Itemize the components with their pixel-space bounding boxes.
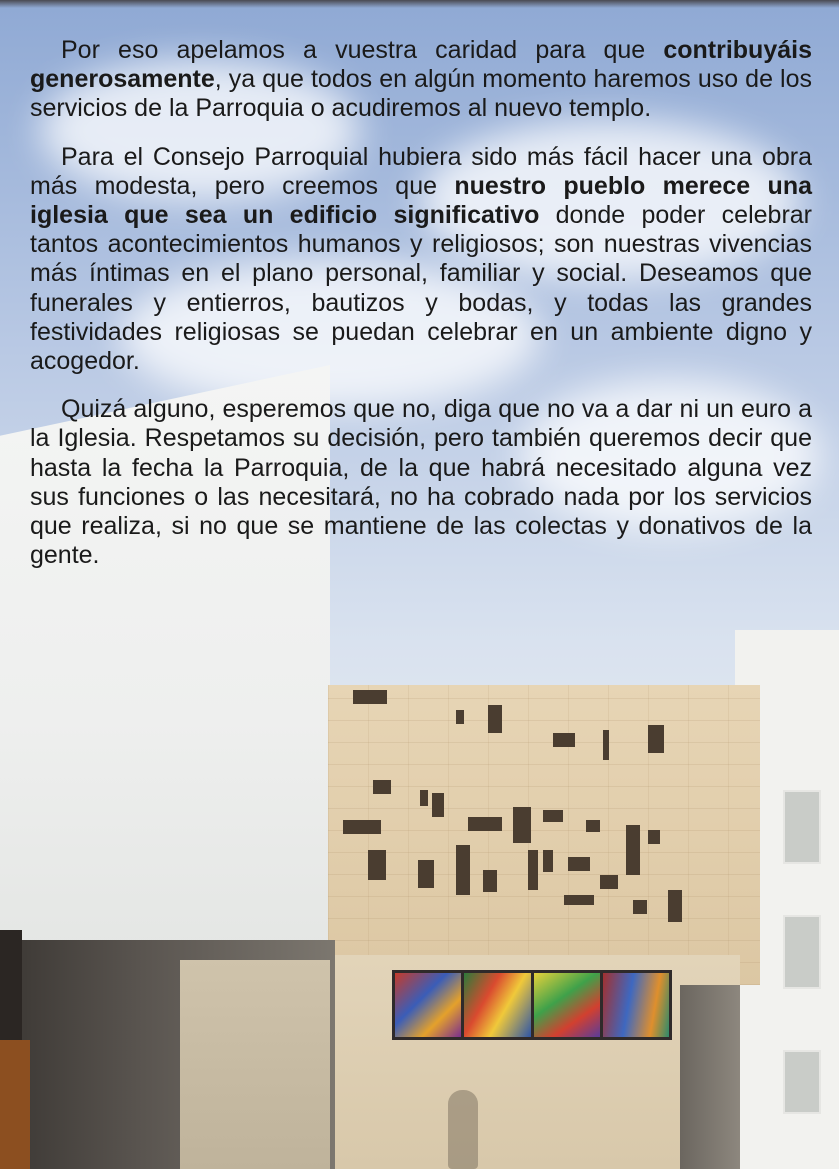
facade-opening [668, 890, 682, 922]
facade-opening [543, 850, 553, 872]
facade-opening [564, 895, 594, 905]
church-facade [328, 685, 760, 985]
facade-opening [418, 860, 434, 888]
facade-opening [373, 780, 391, 794]
building-window [783, 790, 821, 864]
facade-opening [626, 825, 640, 875]
building-window [783, 915, 821, 989]
text-run: Por eso apelamos a vuestra caridad para que [61, 36, 664, 64]
facade-opening [513, 807, 531, 843]
facade-opening [648, 830, 660, 844]
facade-opening [633, 900, 647, 914]
paragraph [30, 36, 812, 124]
facade-opening [586, 820, 600, 832]
text-run: donde poder celebrar tantos acontecimientos humanos y religiosos; son nuestras vivencias más íntimas en el plano personal, familiar y social. Deseamos que funerales y entierros, bautizos y bodas, y todas las grandes festividades religiosas se puedan celebrar en un ambiente digno y acogedor. [30, 201, 812, 376]
stained-glass-panel [395, 973, 461, 1037]
lit-wall [180, 960, 330, 1169]
facade-opening [568, 857, 590, 871]
dark-edge [0, 930, 22, 1045]
facade-opening [648, 725, 664, 753]
body-text [30, 36, 812, 589]
stained-glass-panel [534, 973, 600, 1037]
facade-opening [368, 850, 386, 880]
facade-opening [432, 793, 444, 817]
facade-opening [483, 870, 497, 892]
paragraph [30, 143, 812, 377]
facade-opening [528, 850, 538, 890]
facade-opening [468, 817, 502, 831]
facade-opening [456, 845, 470, 895]
text-run: Quizá alguno, esperemos que no, diga que no va a dar ni un euro a la Iglesia. Respetamos su decisión, pero también queremos decir que hasta la fecha la Parroquia, de la que habrá necesitado alguna vez sus funciones o las necesitará, no ha cobrado nada por los servicios que realiza, si no que se mantiene de las colectas y donativos de la gente. [30, 395, 812, 570]
page-edge [0, 0, 839, 8]
facade-opening [553, 733, 575, 747]
facade-opening [456, 710, 464, 724]
bold-text-run: contribuyáis generosamente [30, 36, 812, 94]
rust-panel [0, 1040, 30, 1169]
facade-opening [343, 820, 381, 834]
bold-text-run: nuestro pueblo merece una iglesia que sea un edificio significativo [30, 171, 812, 230]
text-run: Para el Consejo Parroquial hubiera sido más fácil hacer una obra más modesta, pero creemos que [30, 142, 812, 200]
facade-opening [488, 705, 502, 733]
facade-opening [353, 690, 387, 704]
building-window [783, 1050, 821, 1114]
person-silhouette [448, 1090, 478, 1169]
shadow-panel [680, 985, 740, 1169]
facade-opening [543, 810, 563, 822]
stained-glass-window [392, 970, 672, 1040]
stained-glass-panel [603, 973, 669, 1037]
facade-opening [420, 790, 428, 806]
text-run: , ya que todos en algún momento haremos uso de los servicios de la Parroquia o acudiremos al nuevo templo. [30, 65, 812, 123]
facade-opening [603, 730, 609, 760]
facade-opening [600, 875, 618, 889]
stained-glass-panel [464, 973, 530, 1037]
paragraph [30, 395, 812, 570]
